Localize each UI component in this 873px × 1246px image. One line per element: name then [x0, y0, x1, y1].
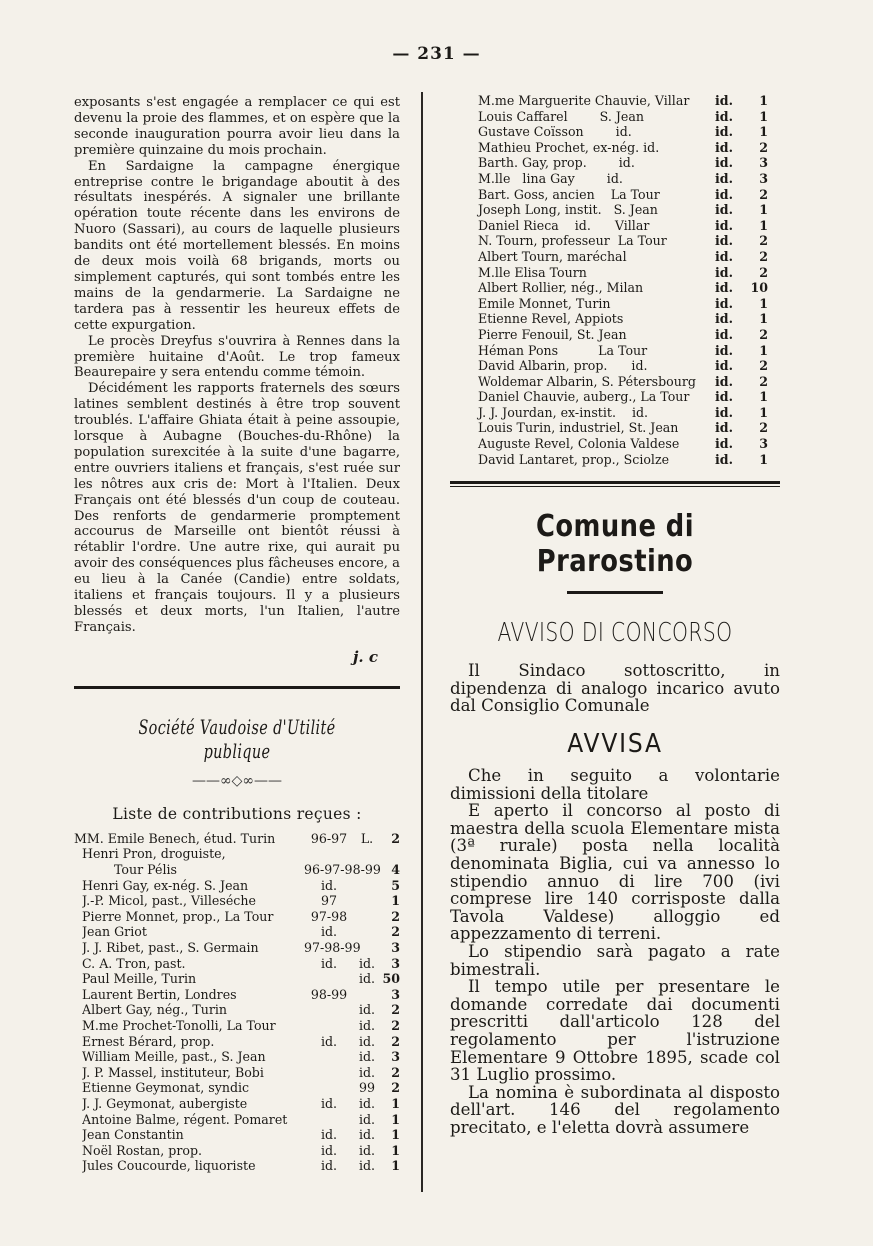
contribution-row [478, 389, 780, 405]
contributor-name: J. J. Ribet, past., S. Germain [82, 939, 259, 955]
contribution-row [74, 893, 400, 909]
contributor-name: M.me Prochet-Tonolli, La Tour [82, 1017, 276, 1033]
contribution-amount: 2 [391, 1080, 400, 1096]
contributor-name: Henri Gay, ex-nég. S. Jean [82, 877, 249, 893]
contributor-name: William Meille, past., S. Jean [82, 1049, 266, 1065]
contribution-period: id. [358, 1033, 376, 1049]
contribution-amount: 1 [759, 295, 768, 311]
contribution-period: id. [358, 1002, 376, 1018]
contribution-amount: 2 [391, 1017, 400, 1033]
contribution-row [478, 280, 780, 296]
contribution-amount: 1 [759, 93, 768, 108]
contributor-name: Auguste Revel, Colonia Valdese [478, 436, 680, 452]
contribution-period: id. [358, 1095, 376, 1111]
contribution-amount: 2 [759, 373, 768, 389]
contributions-list-title: Liste de contributions reçues : [112, 804, 362, 823]
contributor-name: Daniel Rieca id. Villar [478, 217, 650, 233]
contribution-amount: 3 [759, 170, 768, 186]
contributor-name: MM. Emile Benech, étud. Turin [74, 830, 276, 846]
contribution-row [478, 265, 780, 281]
column-divider [421, 92, 423, 1192]
contribution-years [304, 1018, 354, 1034]
contribution-period: id. [715, 451, 733, 467]
contributor-name: Noël Rostan, prop. [82, 1142, 203, 1158]
contribution-row [74, 862, 400, 878]
contribution-amount: 2 [759, 248, 768, 264]
contributor-name: J.-P. Micol, past., Villeséche [82, 893, 256, 909]
contribution-period: id. [715, 389, 733, 405]
contribution-row [478, 296, 780, 312]
contributor-name: J. J. Jourdan, ex-instit. id. [478, 404, 649, 420]
contributor-name: Héman Pons La Tour [478, 342, 648, 358]
contribution-period: id. [715, 342, 733, 358]
contribution-row [74, 924, 400, 940]
signature: j. c [352, 647, 378, 666]
contributor-name: David Albarin, prop. id. [478, 358, 648, 374]
contributor-name: Louis Caffarel S. Jean [478, 108, 644, 124]
contribution-row [478, 311, 780, 327]
contribution-years: id. [320, 1158, 338, 1174]
contribution-row [74, 940, 400, 956]
contributor-name: Jules Coucourde, liquoriste [82, 1158, 256, 1174]
contributor-name: Albert Gay, nég., Turin [82, 1002, 228, 1018]
contribution-amount: 3 [759, 155, 768, 171]
contribution-years [304, 1002, 354, 1018]
contribution-amount: 2 [391, 1064, 400, 1080]
contribution-period: id. [715, 373, 733, 389]
contribution-years: 96-97 [310, 830, 348, 846]
contribution-amount: 1 [391, 893, 400, 909]
contribution-amount: 10 [750, 280, 768, 296]
contribution-years: 97-98 [310, 908, 348, 924]
contribution-period: id. [715, 93, 733, 108]
contributor-name: M.lle lina Gay id. [478, 170, 623, 186]
left-column [74, 95, 400, 1174]
contribution-period [354, 909, 380, 925]
contribution-years [304, 1080, 354, 1096]
contribution-amount: 50 [382, 971, 400, 987]
contribution-row [74, 987, 400, 1003]
contribution-years [304, 971, 354, 987]
contribution-period: id. [715, 233, 733, 249]
contribution-row [74, 1002, 400, 1018]
contributor-name: Pierre Monnet, prop., La Tour [82, 908, 274, 924]
contribution-amount: 2 [391, 924, 400, 940]
contribution-years: 97 [320, 893, 338, 909]
contribution-period [354, 924, 380, 940]
contribution-period: id. [358, 1127, 376, 1143]
contribution-row [74, 956, 400, 972]
contribution-years: id. [320, 1142, 338, 1158]
contribution-period: id. [358, 1017, 376, 1033]
contribution-amount: 1 [759, 108, 768, 124]
contribution-row [478, 171, 780, 187]
contribution-amount: 2 [391, 908, 400, 924]
contribution-period: id. [358, 1049, 376, 1065]
contributor-name: N. Tourn, professeur La Tour [478, 233, 667, 249]
contribution-amount: 1 [759, 342, 768, 358]
contribution-row [478, 343, 780, 359]
society-title: Société Vaudoise d'Utilité publique [138, 714, 336, 763]
contributor-name: Etienne Revel, Appiots [478, 311, 624, 327]
contributor-name: Emile Monnet, Turin [478, 295, 611, 311]
contribution-amount: 3 [391, 1049, 400, 1065]
contributor-name: Mathieu Prochet, ex-nég. id. [478, 139, 660, 155]
contribution-row [478, 452, 780, 468]
contribution-amount: 1 [391, 1142, 400, 1158]
contribution-period: id. [358, 971, 376, 987]
contribution-amount: 4 [391, 862, 400, 877]
contribution-years: id. [320, 924, 338, 940]
avviso-title: AVVISO DI CONCORSO [497, 618, 733, 649]
contribution-amount: 2 [759, 139, 768, 155]
ornament-divider: ——∞◇∞—— [191, 772, 283, 789]
right-column [450, 95, 780, 1137]
contributor-name: J. P. Massel, instituteur, Bobi [82, 1064, 264, 1080]
contributor-name: Antoine Balme, régent. Pomaret [82, 1111, 288, 1127]
contribution-period: id. [715, 155, 733, 171]
contribution-period [354, 987, 380, 1003]
contributor-name: Jean Constantin [82, 1127, 184, 1143]
contribution-row [478, 218, 780, 234]
avvisa-heading: AVVISA [567, 729, 663, 760]
contribution-row [478, 202, 780, 218]
contribution-row [478, 124, 780, 140]
contribution-amount: 1 [759, 124, 768, 140]
contribution-amount: 3 [391, 986, 400, 1002]
contribution-amount: 1 [759, 389, 768, 405]
contribution-period: id. [715, 170, 733, 186]
notice-paragraph-5: La nomina è subordinata al disposto dell'art. 146 del regolamento precitato, e l'eletta dovrà assumere [450, 1082, 780, 1137]
contributor-name: M.lle Elisa Tourn [478, 264, 587, 280]
contribution-row [74, 1049, 400, 1065]
contribution-amount: 2 [759, 420, 768, 436]
contribution-period: id. [715, 326, 733, 342]
contribution-row [74, 878, 400, 894]
contribution-years: id. [320, 1127, 338, 1143]
news-paragraph-4: Décidément les rapports fraternels des sœurs latines semblent destinés à être trop souvent troublés. L'affaire Ghiata était à peine assoupie, lorsque à Aubagne (Bouches-du-Rhône) la population surexcitée à la suite d'une bagarre, entre ouvriers italiens et français, s'est ruée sur les nôtres aux cris de: Mort à l'Italien. Deux Français ont été blessés d'un coup de couteau. Des renforts de gendarmerie promptement accourus de Marseille ont bientôt réussi à rétablir l'ordre. Une autre rixe, qui aurait pu avoir des conséquences plus fâcheuses encore, a eu lieu à la Canée (Candie) entre soldats, italiens et français toujours. Il y a plusieurs blessés et deux morts, l'un Italien, l'autre Français. [74, 381, 400, 635]
notice-paragraph-3: Lo stipendio sarà pagato a rate bimestrali. [450, 941, 780, 979]
contribution-period: L. [360, 830, 374, 846]
contributor-name: J. J. Geymonat, aubergiste [82, 1095, 248, 1111]
contribution-row [74, 1143, 400, 1159]
contribution-years [304, 846, 354, 862]
comune-title: Comune di Prarostino [536, 509, 694, 580]
title-underline [567, 591, 663, 594]
contribution-years: id. [320, 1033, 338, 1049]
contribution-row [74, 1127, 400, 1143]
news-paragraph-1: exposants s'est engagée a remplacer ce qui est devenu la proie des flammes, et on espère que la seconde inauguration pourra avoir lieu dans la première quinzaine du mois prochain. [74, 95, 400, 158]
contribution-amount: 1 [391, 1158, 400, 1174]
contributor-name: Woldemar Albarin, S. Pétersbourg [478, 373, 696, 389]
contributor-name: Bart. Goss, ancien La Tour [478, 186, 660, 202]
contribution-period: id. [715, 436, 733, 452]
contribution-amount: 2 [391, 1002, 400, 1018]
contribution-years: 96-97-98-99 [304, 862, 381, 877]
contribution-period: id. [358, 1111, 376, 1127]
contribution-period [354, 893, 380, 909]
contribution-row [74, 1112, 400, 1128]
contribution-period: id. [358, 955, 376, 971]
contributions-list-left [74, 831, 400, 1174]
contributor-name: Henri Pron, droguiste, [82, 846, 226, 862]
news-paragraph-3: Le procès Dreyfus s'ouvrira à Rennes dans la première huitaine d'Août. Le trop fameux Beaurepaire y sera entendu comme témoin. [74, 333, 400, 381]
contributor-name: C. A. Tron, past. [82, 955, 186, 971]
contribution-period: id. [715, 295, 733, 311]
notice-intro: Il Sindaco sottoscritto, in dipendenza di analogo incarico avuto dal Consiglio Comunale [450, 661, 780, 716]
contribution-years [304, 1065, 354, 1081]
contribution-amount: 1 [759, 217, 768, 233]
contribution-row [478, 358, 780, 374]
contribution-period: id. [358, 1064, 376, 1080]
contribution-row [74, 831, 400, 847]
contribution-period [354, 846, 380, 862]
contributor-name: David Lantaret, prop., Sciolze [478, 451, 670, 467]
contribution-row [478, 140, 780, 156]
contribution-period: id. [715, 217, 733, 233]
contributor-name: Jean Griot [82, 924, 147, 940]
page-number: — 231 — [392, 44, 481, 64]
contribution-row [478, 155, 780, 171]
contribution-amount [380, 846, 400, 862]
contribution-amount: 1 [391, 1127, 400, 1143]
contribution-period: id. [715, 420, 733, 436]
contributor-name: Etienne Geymonat, syndic [82, 1080, 250, 1096]
contribution-row [74, 1065, 400, 1081]
contribution-period: id. [715, 311, 733, 327]
contributor-name: M.me Marguerite Chauvie, Villar [478, 93, 690, 108]
contribution-row [74, 971, 400, 987]
contribution-period: id. [715, 202, 733, 218]
contribution-row [74, 1080, 400, 1096]
contribution-row [74, 909, 400, 925]
contribution-amount: 3 [759, 436, 768, 452]
contribution-years: id. [320, 877, 338, 893]
contribution-period [354, 878, 380, 894]
contribution-years [304, 1112, 354, 1128]
contribution-row [478, 233, 780, 249]
contributor-name: Laurent Bertin, Londres [82, 986, 237, 1002]
contribution-row [74, 1096, 400, 1112]
contributor-name: Albert Rollier, nég., Milan [478, 280, 644, 296]
contribution-row [478, 420, 780, 436]
contributor-name: Albert Tourn, maréchal [478, 248, 627, 264]
contribution-period: id. [715, 186, 733, 202]
contribution-years: 98-99 [310, 986, 348, 1002]
contribution-row [478, 405, 780, 421]
contribution-amount: 1 [391, 1095, 400, 1111]
contribution-amount: 1 [759, 202, 768, 218]
section-double-rule [450, 481, 780, 487]
contributor-name: Louis Turin, industriel, St. Jean [478, 420, 679, 436]
contribution-period: id. [715, 264, 733, 280]
contribution-amount: 2 [759, 264, 768, 280]
contributor-name: Barth. Gay, prop. id. [478, 155, 635, 171]
contribution-amount: 3 [391, 939, 400, 955]
contributor-name: Gustave Coïsson id. [478, 124, 632, 140]
contribution-row [478, 93, 780, 109]
contributor-name: Tour Pélis [114, 862, 178, 877]
contribution-years [304, 1049, 354, 1065]
contribution-amount: 1 [759, 404, 768, 420]
contribution-amount: 2 [391, 830, 400, 846]
contribution-years: id. [320, 955, 338, 971]
notice-paragraph-1: Che in seguito a volontarie dimissioni della titolare [450, 766, 780, 803]
contribution-amount: 1 [759, 311, 768, 327]
contributor-name: Paul Meille, Turin [82, 971, 197, 987]
contribution-row [478, 374, 780, 390]
contributor-name: Joseph Long, instit. S. Jean [478, 202, 658, 218]
contribution-row [478, 249, 780, 265]
contribution-period: id. [715, 139, 733, 155]
contribution-period: 99 [358, 1080, 376, 1096]
contribution-period: id. [358, 1158, 376, 1174]
contribution-period: id. [715, 280, 733, 296]
contribution-period: id. [715, 248, 733, 264]
contribution-amount: 2 [759, 186, 768, 202]
contribution-period: id. [715, 108, 733, 124]
contribution-years: 97-98-99 [304, 939, 361, 955]
contribution-amount: 3 [391, 955, 400, 971]
contribution-amount: 2 [759, 233, 768, 249]
contribution-amount: 2 [391, 1033, 400, 1049]
contribution-period: id. [715, 124, 733, 140]
contribution-row [74, 1034, 400, 1050]
notice-paragraph-4: Il tempo utile per presentare le domande corredate dai documenti prescritti dall'articolo 128 del regolamento per l'istruzione Elementare 9 Ottobre 1895, scade col 31 Luglio prossimo. [450, 977, 780, 1085]
contribution-row [478, 187, 780, 203]
contributions-list-right [450, 93, 780, 467]
contributor-name: Daniel Chauvie, auberg., La Tour [478, 389, 690, 405]
contributor-name: Ernest Bérard, prop. [82, 1033, 215, 1049]
contribution-amount: 2 [759, 358, 768, 374]
contribution-period [354, 940, 380, 956]
contribution-row [74, 1158, 400, 1174]
contribution-period [354, 862, 380, 878]
contribution-years: id. [320, 1095, 338, 1111]
contribution-row [74, 1018, 400, 1034]
contribution-row [478, 109, 780, 125]
section-rule [74, 686, 400, 689]
contribution-amount: 5 [391, 877, 400, 893]
contribution-amount: 1 [759, 451, 768, 467]
contribution-row [478, 436, 780, 452]
notice-paragraph-2: E aperto il concorso al posto di maestra della scuola Elementare mista (3ª rurale) posta nella località denominata Biglia, cui va annesso lo stipendio annuo di lire 700 (ivi comprese lire 140 corrisposte dalla Tavola Valdese) alloggio ed appezzamento di terreni. [450, 801, 780, 944]
contribution-row [74, 846, 400, 862]
contribution-period: id. [715, 358, 733, 374]
contribution-period: id. [358, 1142, 376, 1158]
contribution-period: id. [715, 404, 733, 420]
contributor-name: Pierre Fenouil, St. Jean [478, 326, 627, 342]
contribution-row [478, 327, 780, 343]
contribution-amount: 2 [759, 326, 768, 342]
contribution-amount: 1 [391, 1111, 400, 1127]
news-paragraph-2: En Sardaigne la campagne énergique entreprise contre le brigandage aboutit à des résultats inespérés. A signaler une brillante opération toute récente dans les environs de Nuoro (Sassari), au cours de laquelle plusieurs bandits ont été mortellement blessés. En moins de deux mois voilà 68 brigands, morts ou simplement capturés, qui sont tombés entre les mains de la gendarmerie. La Sardaigne ne tardera pas à ressentir les heureux effets de cette expurgation. [74, 158, 400, 333]
